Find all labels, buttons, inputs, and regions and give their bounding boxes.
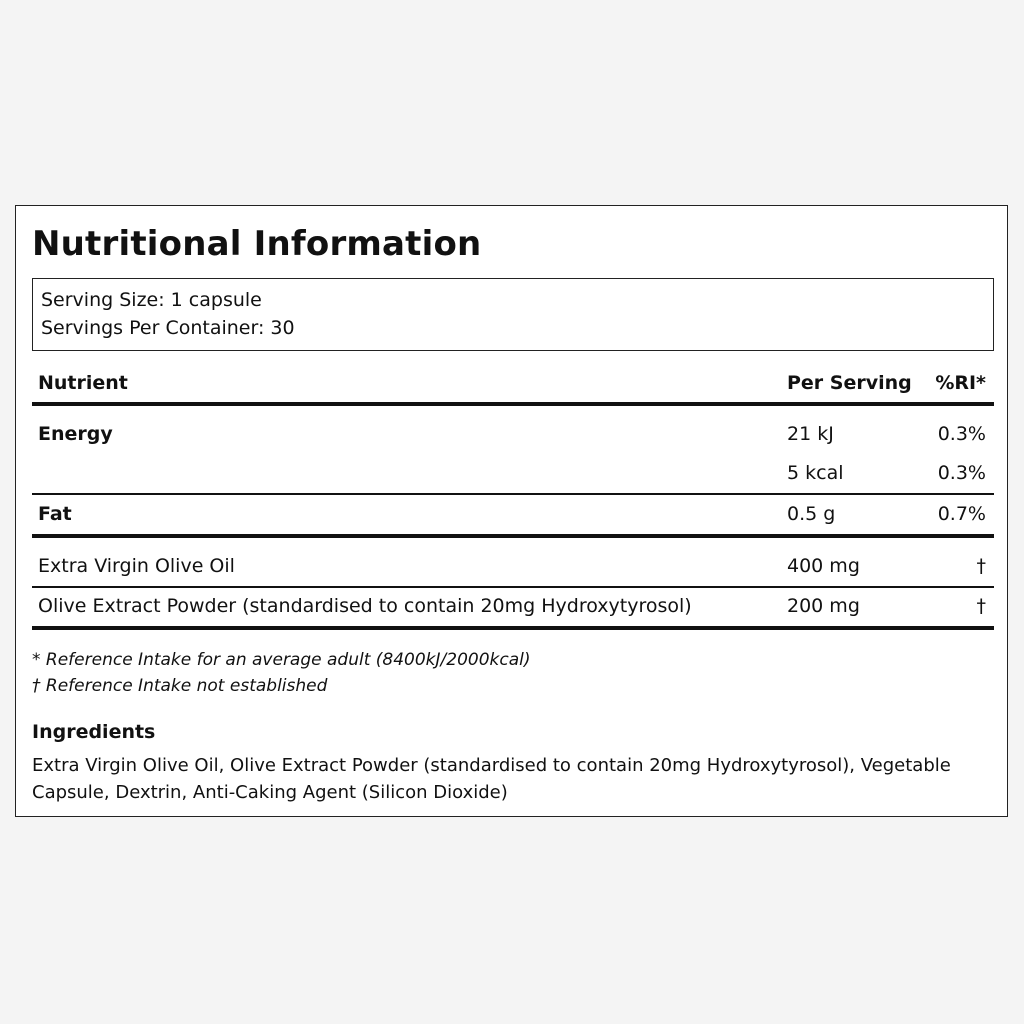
row-energy-kj-ri: 0.3% — [937, 423, 986, 445]
footnote-reference-intake: * Reference Intake for an average adult (8400kJ/2000kcal) — [32, 650, 531, 670]
serving-size: Serving Size: 1 capsule — [41, 289, 262, 311]
ingredients-heading: Ingredients — [32, 721, 156, 743]
serving-info-box — [32, 278, 994, 351]
ingredients-text: Extra Virgin Olive Oil, Olive Extract Powder (standardised to contain 20mg Hydroxytyrosol), Vegetable Capsule, Dextrin, Anti-Caking Agent (Silicon Dioxide) — [32, 755, 951, 803]
row-energy-kcal-value: 5 kcal — [787, 462, 844, 484]
servings-per-container: Servings Per Container: 30 — [41, 317, 295, 339]
row-olive-oil-value: 400 mg — [787, 555, 860, 577]
row-olive-oil-ri: † — [976, 555, 986, 577]
row-energy-nutrient: Energy — [38, 423, 113, 445]
row-divider — [32, 493, 994, 495]
row-divider — [32, 586, 994, 588]
nutrition-panel — [15, 205, 1008, 817]
panel-title: Nutritional Information — [32, 224, 482, 264]
row-fat-ri: 0.7% — [937, 503, 986, 525]
table-bottom-divider — [32, 626, 994, 630]
row-olive-extract-ri: † — [976, 595, 986, 617]
row-energy-kcal-ri: 0.3% — [937, 462, 986, 484]
header-divider — [32, 402, 994, 406]
section-divider — [32, 534, 994, 538]
header-nutrient: Nutrient — [38, 372, 128, 394]
row-fat-value: 0.5 g — [787, 503, 836, 525]
row-olive-extract-nutrient: Olive Extract Powder (standardised to contain 20mg Hydroxytyrosol) — [38, 595, 692, 617]
header-ri: %RI* — [935, 372, 986, 394]
header-per-serving: Per Serving — [787, 372, 912, 394]
footnote-not-established: † Reference Intake not established — [32, 676, 328, 696]
row-olive-oil-nutrient: Extra Virgin Olive Oil — [38, 555, 235, 577]
row-fat-nutrient: Fat — [38, 503, 72, 525]
row-energy-kj-value: 21 kJ — [787, 423, 834, 445]
row-olive-extract-value: 200 mg — [787, 595, 860, 617]
